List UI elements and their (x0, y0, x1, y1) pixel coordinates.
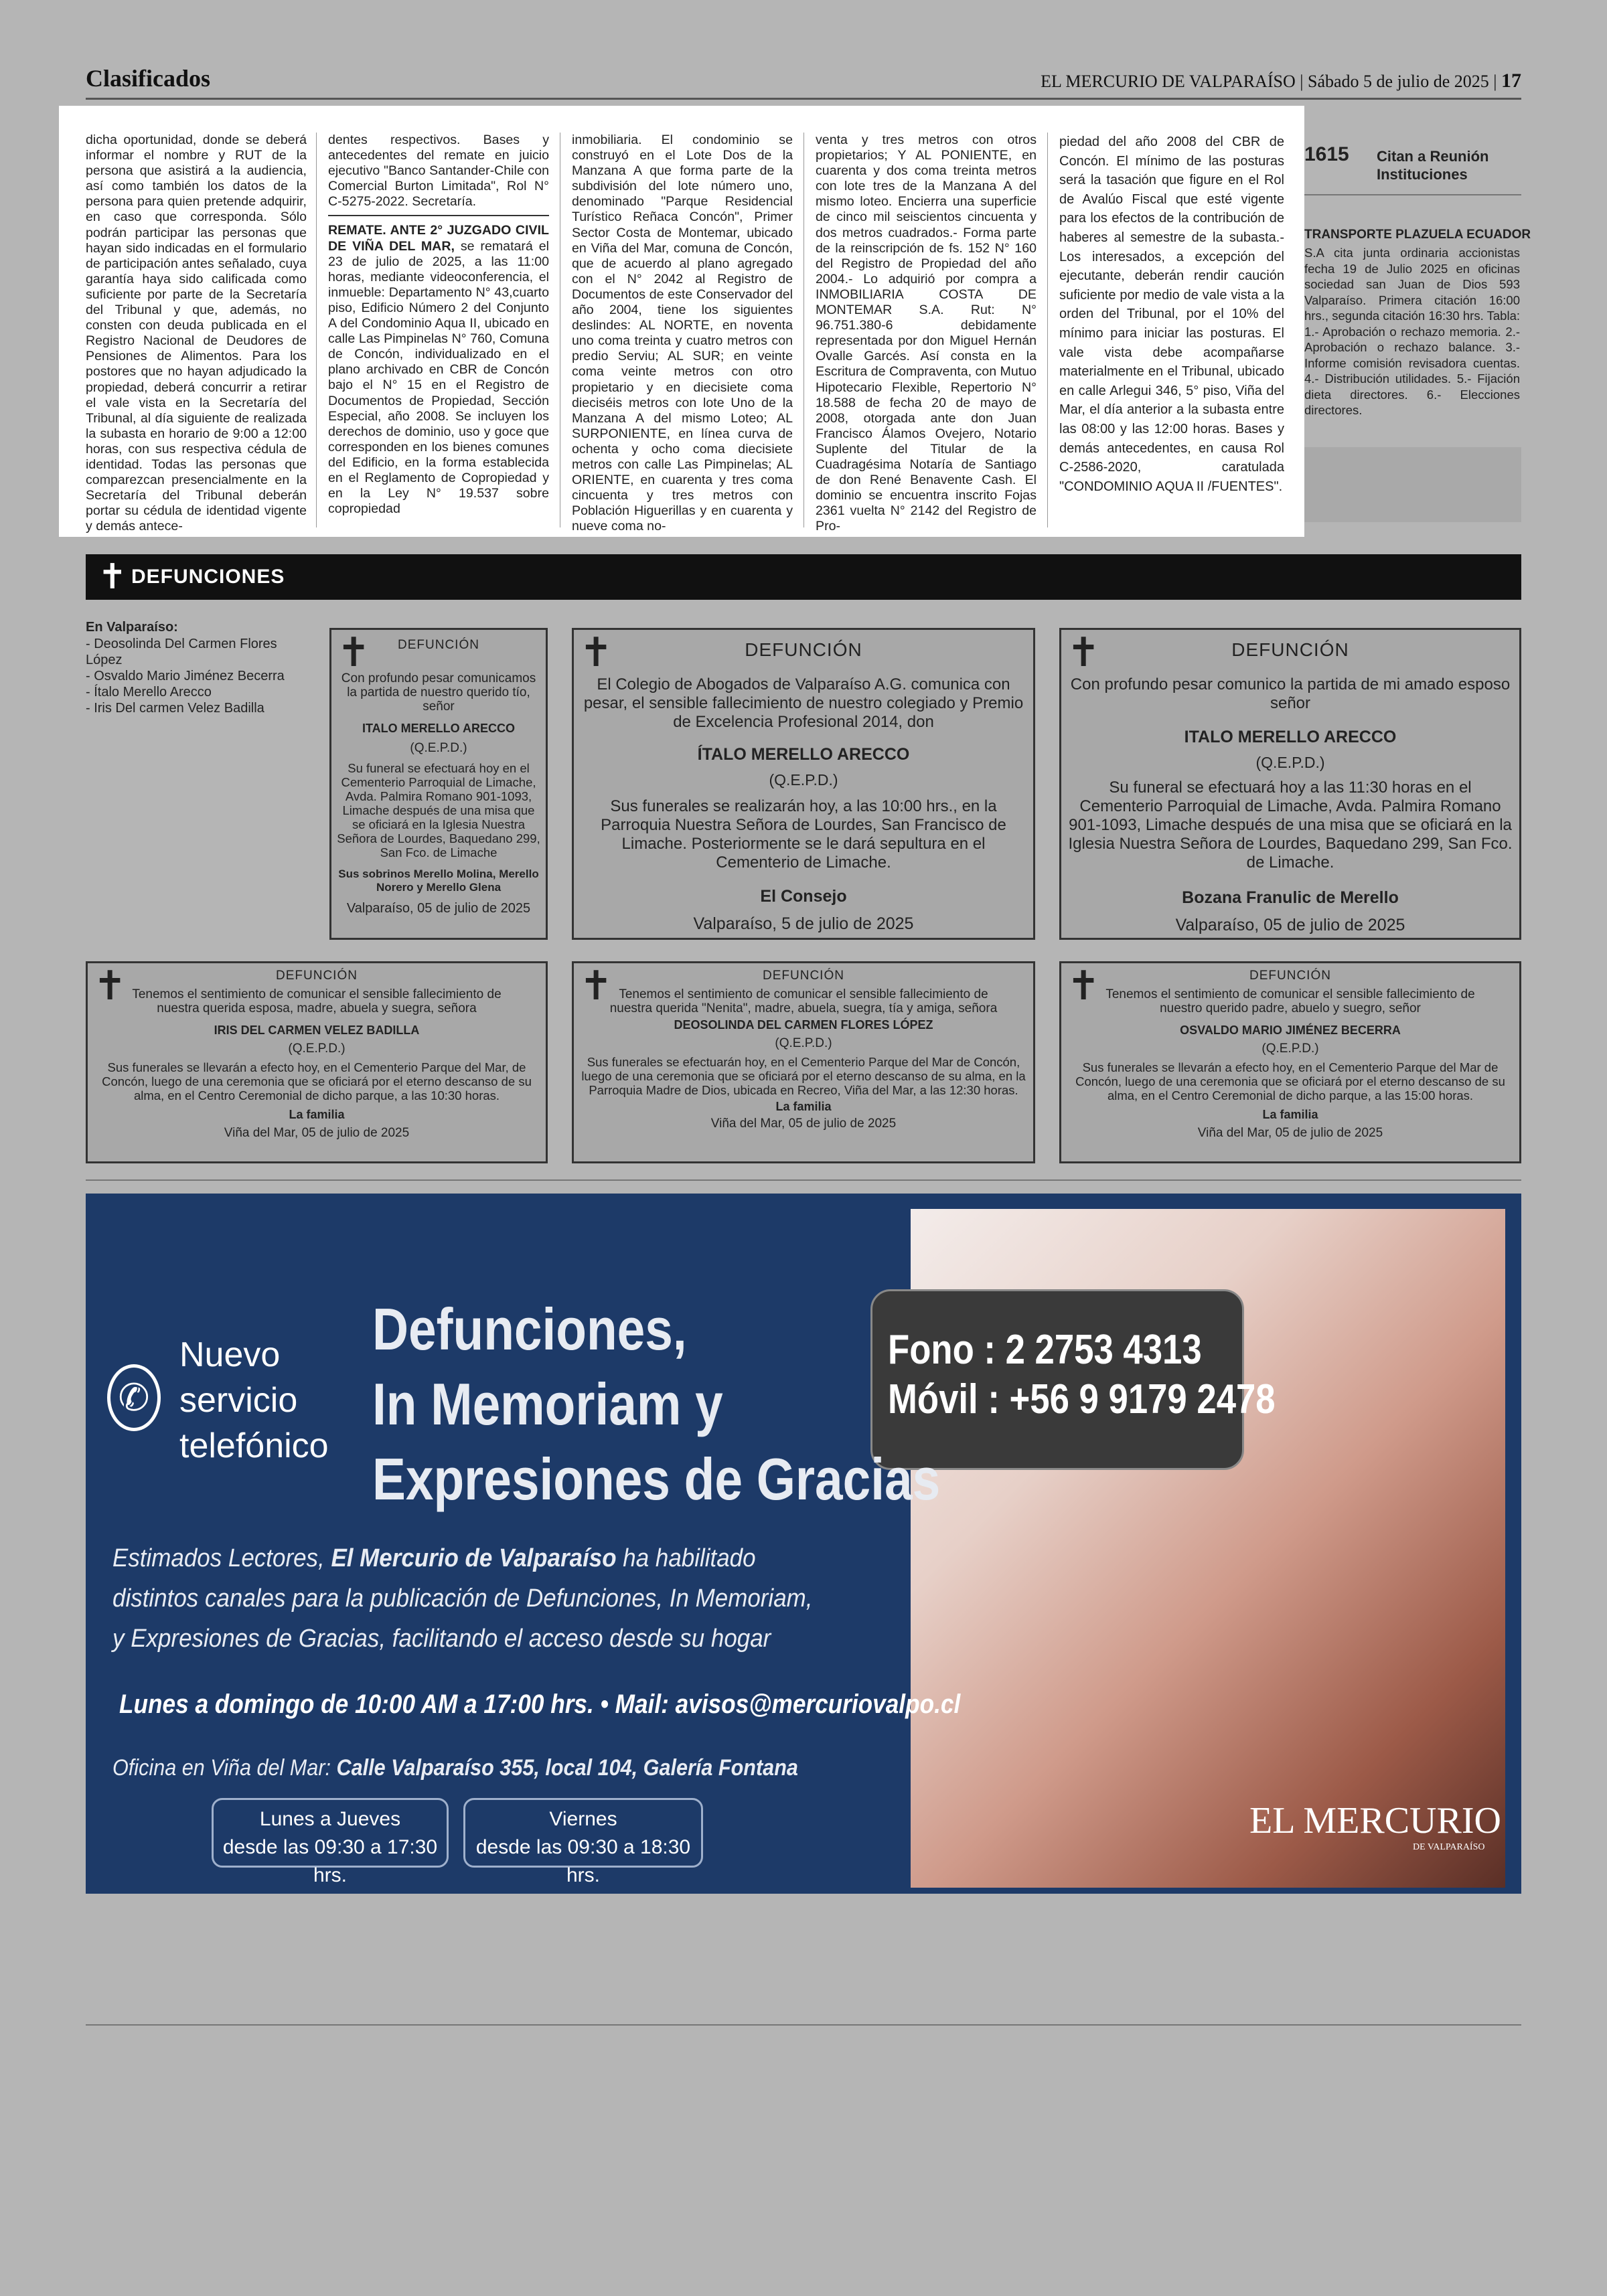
notice-column-1 (86, 133, 307, 534)
header-divider (86, 98, 1521, 100)
notice-intro: Tenemos el sentimiento de comunicar el sensible fallecimiento de nuestra querida esposa, madre, abuela y suegra, señora (132, 987, 502, 1015)
paper-name: EL MERCURIO DE VALPARAÍSO (1041, 72, 1296, 91)
office-label: Oficina en Viña del Mar: (112, 1755, 337, 1781)
sidebar-code: 1615 (1304, 143, 1349, 165)
banner-title-line: Expresiones de Gracias (372, 1446, 941, 1512)
sidebar-blank-area (1304, 447, 1521, 522)
service-line: telefónico (179, 1426, 329, 1465)
notice-name: OSVALDO MARIO JIMÉNEZ BECERRA (1180, 1023, 1401, 1037)
notice-column-3 (572, 133, 793, 534)
notice-title: DEFUNCIÓN (398, 638, 479, 652)
list-item: - Ítalo Merello Arecco (86, 685, 212, 700)
notice-intro: Tenemos el sentimiento de comunicar el sensible fallecimiento de nuestro querido padre, abuelo y suegro, señor (1105, 987, 1475, 1015)
service-line: servicio (179, 1381, 298, 1420)
obituary-notice (572, 628, 1035, 940)
notice-date: Viña del Mar, 05 de julio de 2025 (224, 1126, 410, 1140)
cross-icon: ✝ (579, 630, 613, 675)
notice-title: DEFUNCIÓN (1231, 639, 1349, 660)
section-title: Clasificados (86, 65, 211, 92)
office-address: Calle Valparaíso 355, local 104, Galería Fontana (336, 1755, 798, 1781)
notice-title: DEFUNCIÓN (276, 969, 358, 983)
remate-notice (328, 223, 549, 517)
defunciones-bar (86, 554, 1521, 600)
notice-intro: Con profundo pesar comunicamos la partida de nuestro querido tío, señor (341, 671, 536, 714)
notice-date: Valparaíso, 05 de julio de 2025 (346, 901, 531, 916)
column-divider (316, 133, 317, 527)
page-number: 17 (1501, 70, 1521, 92)
notice-signer: La familia (289, 1108, 345, 1121)
mercurio-logo-sub: DE VALPARAÍSO (1413, 1842, 1485, 1852)
description-text: ha habilitado distintos canales para la publicación de Defunciones, In Memoriam, y Expresiones de Gracias, facilitando el acceso desde su hogar (112, 1544, 813, 1653)
banner-title-line: In Memoriam y (372, 1371, 723, 1437)
notice-qepd: (Q.E.P.D.) (775, 1036, 832, 1050)
defunciones-label: DEFUNCIONES (131, 566, 285, 588)
banner-title (372, 1292, 940, 1517)
sidebar-heading: TRANSPORTE PLAZUELA ECUADOR (1304, 228, 1531, 242)
notice-column-5 (1059, 133, 1284, 526)
pill-line: desde las 09:30 a 17:30 hrs. (222, 1836, 438, 1886)
notice-name: ÍTALO MERELLO ARECCO (697, 745, 910, 764)
notice-body: Sus funerales se realizarán hoy, a las 10:00 hrs., en la Parroquia Nuestra Señora de Lourdes, San Francisco de Limache. Posteriormente se le dará sepultura en el Cementerio de Limache. (601, 797, 1006, 872)
pill-line: Lunes a Jueves (259, 1808, 401, 1830)
notice-name: IRIS DEL CARMEN VELEZ BADILLA (214, 1023, 420, 1037)
notice-date: Viña del Mar, 05 de julio de 2025 (1197, 1126, 1383, 1140)
service-line: Nuevo (179, 1335, 281, 1374)
cross-icon: ✝ (337, 630, 371, 675)
sidebar-body: S.A cita junta ordinaria accionistas fecha 19 de Julio 2025 en oficinas sociedad san Juan de Dios 593 Valparaíso. Primera citación 16:00 hrs., segunda citación 16:30 hrs. Tabla: 1.- Aprobación o rechazo memoria. 2.- Aprobación o rechazo balance. 3.- Informe comisión revisadora cuentas. 4.- Distribución utilidades. 5.- Fijación dieta directores. 6.- Elecciones directores. (1304, 246, 1520, 417)
notice-name: ITALO MERELLO ARECCO (362, 722, 515, 735)
notice-title: DEFUNCIÓN (1249, 969, 1331, 983)
notice-qepd: (Q.E.P.D.) (410, 741, 467, 755)
column-text: dentes respectivos. Bases y antecedentes del remate en juicio ejecutivo "Banco Santander-Chile con Comercial Burton Limitada", Rol N° C-5275-2022. Secretaría. (328, 133, 549, 210)
notice-qepd: (Q.E.P.D.) (1255, 754, 1325, 771)
cross-icon: ✝ (1067, 963, 1101, 1008)
page-date: Sábado 5 de julio de 2025 (1307, 72, 1489, 91)
notice-intro: El Colegio de Abogados de Valparaíso A.G. comunica con pesar, el sensible fallecimiento de nuestro colegiado y Premio de Excelencia Profesional 2014, don (583, 675, 1024, 731)
cross-icon: ✝ (93, 963, 127, 1008)
notice-signer: La familia (775, 1100, 832, 1113)
page-header-info: EL MERCURIO DE VALPARAÍSO | Sábado 5 de julio de 2025 | 17 (1041, 70, 1521, 92)
deceased-list (86, 636, 313, 716)
notice-qepd: (Q.E.P.D.) (288, 1042, 346, 1056)
notice-name: DEOSOLINDA DEL CARMEN FLORES LÓPEZ (674, 1018, 933, 1032)
pill-line: desde las 09:30 a 18:30 hrs. (475, 1836, 691, 1886)
notice-date: Viña del Mar, 05 de julio de 2025 (710, 1117, 897, 1131)
notice-body: Sus funerales se llevarán a efecto hoy, en el Cementerio Parque del Mar de Concón, luego de una ceremonia que se oficiará por el eterno descanso de su alma, en el Centro Ceremonial de dicho parque, a las 15:00 horas. (1075, 1060, 1505, 1102)
cross-icon: ✝ (1067, 630, 1101, 675)
pill-line: Viernes (549, 1808, 617, 1830)
banner-description (112, 1538, 822, 1659)
sidebar-divider (1304, 194, 1521, 195)
column-divider (1047, 133, 1048, 527)
obituary-notice (329, 628, 548, 940)
notice-column-2 (328, 133, 549, 526)
section-divider (86, 1179, 1521, 1181)
list-item: - Deosolinda Del Carmen Flores López (86, 637, 277, 667)
new-service-label (179, 1332, 329, 1469)
hours-pill-weekdays (212, 1798, 449, 1886)
column-text: inmobiliaria. El condominio se construyó en el Lote Dos de la Manzana A que forma parte de la subdivisión del lote número uno, denominado "Parque Residencial Turístico Reñaca Concón", Primer Sector Costa de Montemar, ubicado en Viña del Mar, comuna de Concón, que de acuerdo al plano agregado con el N° 2042 al Registro de Documentos de este Conservador del año 2004, tiene los siguientes deslindes: AL NORTE, en noventa uno coma treinta y cuatro metros con predio Serviu; AL SUR; en veinte coma veinte metros con otro propietario y en diecisiete coma dieciséis metros con lote Uno de la Manzana A del mismo Loteo; AL SURPONIENTE, en línea curva de ochenta y ocho coma diecisiete metros con calle Las Pimpinelas; AL ORIENTE, en cuarenta y tres coma cincuenta y tres metros con Población Higuerillas y en cuarenta y nueve coma no- (572, 133, 793, 534)
banner-office (112, 1755, 798, 1781)
obituary-notice (572, 961, 1035, 1163)
notice-column-4 (816, 133, 1037, 534)
column-text: dicha oportunidad, donde se deberá informar el nombre y RUT de la persona que asistirá a la audiencia, así como también los datos de la persona para quien pretende adquirir, en caso que corresponda. Sólo podrán participar las personas que hayan sido indicadas en el formulario de participación antes señalado, cuya garantía haya sido calificada como suficiente por parte de la Secretaría del Tribunal y que, además, no consten con deuda publicada en el Registro Nacional de Deudores de Pensiones de Alimentos. Para los postores que no hayan adjudicado la propiedad, deberá concurrir a retirar el vale vista en la Secretaría del Tribunal, al día siguiente de realizada la subasta en horario de 9:00 a 12:00 horas, con sus respectiva cédula de identidad. Todas las personas que comparezcan presencialmente en la Secretaría del Tribunal deberán portar su cédula de identidad vigente y demás antece- (86, 133, 307, 534)
list-item: - Iris Del carmen Velez Badilla (86, 701, 264, 716)
notice-intro: Con profundo pesar comunico la partida de mi amado esposo señor (1070, 675, 1511, 712)
phone-numbers (888, 1325, 1276, 1424)
notice-body: Sus funerales se llevarán a efecto hoy, en el Cementerio Parque del Mar, de Concón, luego de una ceremonia que se oficiará por el eterno descanso de su alma, en el Centro Ceremonial de dicho parque, a las 10:30 horas. (102, 1060, 532, 1102)
notice-body: Su funeral se efectuará hoy a las 11:30 horas en el Cementerio Parroquial de Limache, Avda. Palmira Romano 901-1093, Limache después de una misa que se oficiará en la Iglesia Nuestra Señora de Lourdes, Baquedano 299, San Fco. de Limache. (1068, 778, 1513, 872)
list-item: - Osvaldo Mario Jiménez Becerra (86, 669, 285, 683)
deceased-list-heading: En Valparaíso: (86, 620, 178, 635)
remate-lead: REMATE. ANTE 2° JUZGADO CIVIL DE VIÑA DEL MAR, (328, 223, 549, 254)
obituary-notice (86, 961, 548, 1163)
notice-signer: Bozana Franulic de Merello (1182, 888, 1399, 907)
notice-body: Sus funerales se efectuarán hoy, en el Cementerio Parque del Mar de Concón, luego de una ceremonia que se oficiará por el eterno descanso de su alma, en la Parroquia Madre de Dios, ubicada en Recreo, Viña del Mar, a las 12:30 horas. (581, 1055, 1026, 1097)
notice-title: DEFUNCIÓN (763, 969, 844, 983)
notice-name: ITALO MERELLO ARECCO (1184, 728, 1397, 746)
description-text: Estimados Lectores, (112, 1544, 331, 1572)
cross-icon: ✝ (579, 963, 613, 1008)
cross-icon: ✝ (98, 558, 127, 596)
notice-title: DEFUNCIÓN (745, 639, 862, 660)
notice-signer: Sus sobrinos Merello Molina, Merello Norero y Merello Glena (338, 868, 539, 894)
column-text: piedad del año 2008 del CBR de Concón. El mínimo de las posturas será la tasación que figure en el Rol de Avalúo Fiscal que esté vigente para los efectos de la contribución de haberes al semestre de la subasta.- Los interesados, a excepción del ejecutante, deberán rendir caución suficiente por medio de vale vista a la orden del Tribunal, por el 10% del mínimo para iniciar las posturas. El vale vista debe acompañarse materialmente en el Tribunal, ubicado en calle Arlegui 346, 5° piso, Viña del Mar, el día anterior a la subasta entre las 08:00 y las 12:00 horas. Bases y demás antecedentes, en causa Rol C-2586-2020, caratulada "CONDOMINIO AQUA II /FUENTES". (1059, 135, 1284, 494)
obituary-notice (1059, 961, 1521, 1163)
brand-name: El Mercurio de Valparaíso (331, 1544, 617, 1572)
notice-body: Su funeral se efectuará hoy en el Cementerio Parroquial de Limache, Avda. Palmira Romano 901-1093, Limache después de una misa que se oficiará en la Iglesia Nuestra Señora de Lourdes, Baquedano 299, San Fco. de Limache (337, 761, 540, 859)
notice-divider (328, 215, 549, 216)
footer-divider (86, 2024, 1521, 2026)
fono-number: Fono : 2 2753 4313 (888, 1327, 1202, 1373)
column-text: venta y tres metros con otros propietarios; Y AL PONIENTE, en cuarenta y dos coma treinta metros con lote tres de la Manzana A del mismo loteo. Encierra una superficie de cinco mil seiscientos cincuenta y dos metros cuadrados.- Forma parte de la reinscripción de fs. 152 N° 160 del Registro de Propiedad del año 2004.- Lo adquirió por compra a INMOBILIARIA COSTA DE MONTEMAR S.A. Rut: N° 96.751.380-6 debidamente representada por don Miguel Hernán Ovalle Garcés. Así consta en la Escritura de Compraventa, con Mutuo Hipotecario Flexible, Repertorio N° 18.588 de fecha 20 de mayo de 2008, otorgada ante don Juan Francisco Álamos Ovejero, Notario Suplente del Titular de la Cuadragésima Notaría de Santiago de don René Benavente Cash. El dominio se encuentra inscrito Fojas 2361 vuelta N° 2142 del Registro de Pro- (816, 133, 1037, 534)
notice-date: Valparaíso, 5 de julio de 2025 (693, 914, 914, 933)
notice-date: Valparaíso, 05 de julio de 2025 (1175, 916, 1405, 934)
notice-signer: El Consejo (760, 887, 847, 906)
hours-pill-friday (463, 1798, 703, 1886)
mercurio-logo: EL MERCURIO (1249, 1800, 1501, 1841)
remate-body: se rematará el 23 de julio de 2025, a las 11:00 horas, mediante videoconferencia, el inmueble: Departamento N° 43,cuarto piso, Edificio Número 2 del Conjunto A del Condominio Aqua II, ubicado en calle Las Pimpinelas N° 760, Comuna de Concón, individualizado en el plano archivado en CBR de Concón bajo el N° 15 en el Registro de Documentos de Propiedad, Sección Especial, año 2008. Se incluyen los derechos de dominio, uso y goce que corresponden en los bienes comunes del Edificio, en la forma establecida en el Reglamento de Copropiedad y en la Ley N° 19.537 sobre copropiedad (328, 238, 549, 517)
phone-icon: ✆ (107, 1364, 161, 1431)
sidebar-title: Citan a Reunión Instituciones (1377, 148, 1489, 183)
banner-title-line: Defunciones, (372, 1296, 687, 1362)
notice-qepd: (Q.E.P.D.) (1261, 1042, 1319, 1056)
obituary-notice (1059, 628, 1521, 940)
notice-intro: Tenemos el sentimiento de comunicar el sensible fallecimiento de nuestra querida "Nenita", madre, abuela, suegra, tía y amiga, señora (609, 987, 998, 1015)
movil-number: Móvil : +56 9 9179 2478 (888, 1376, 1276, 1422)
notice-qepd: (Q.E.P.D.) (769, 771, 838, 789)
notice-signer: La familia (1262, 1108, 1318, 1121)
banner-hours: Lunes a domingo de 10:00 AM a 17:00 hrs. • Mail: avisos@mercuriovalpo.cl (119, 1690, 961, 1719)
